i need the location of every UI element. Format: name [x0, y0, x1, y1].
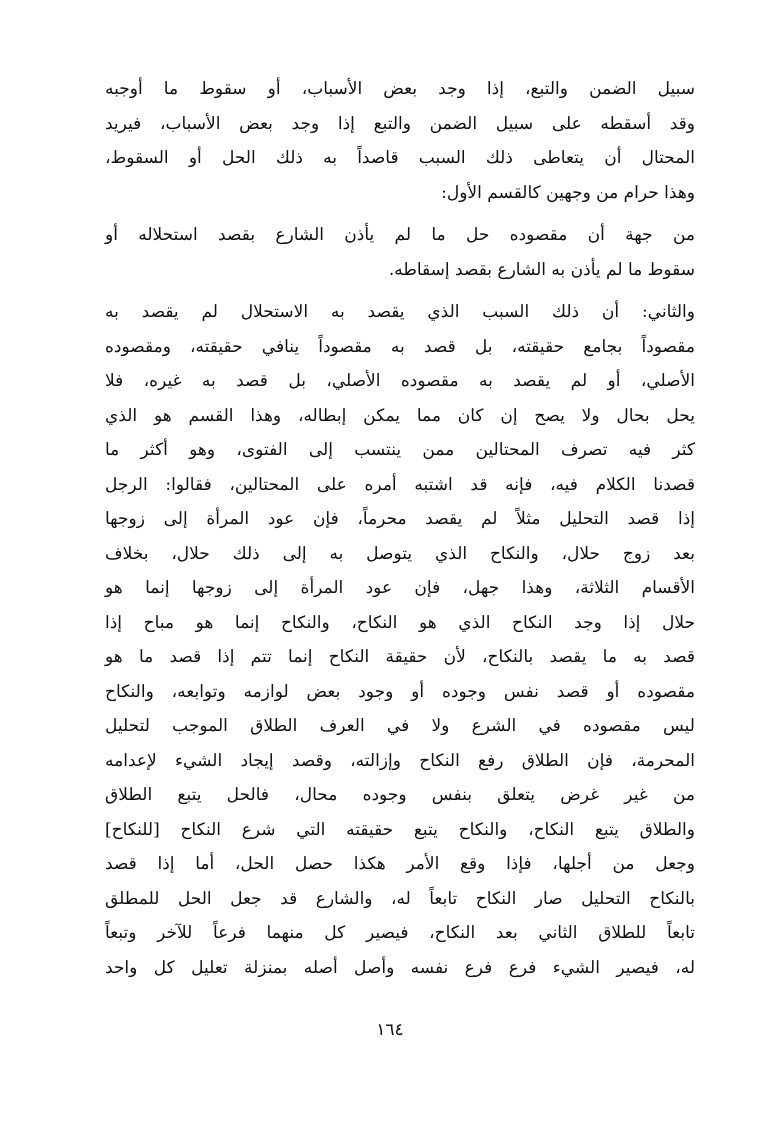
text-line: المحرمة، فإن الطلاق رفع النكاح وإزالته، وقصد إيجاد الشيء لإعدامه [105, 750, 695, 771]
text-line: وقد أسقطه على سبيل الضمن والتبع إذا وجد بعض الأسباب، فيريد [105, 113, 695, 134]
text-line: الأقسام الثلاثة، وهذا جهل، فإن عود المرأة إلى زوجها إنما هو [105, 578, 695, 598]
text-line: مقصوداً بجامع حقيقته، بل قصد به مقصوداً ينافي حقيقته، ومقصوده [105, 336, 695, 357]
text-line: ليس مقصوده في الشرع ولا في العرف الطلاق الموجب لتحليل [105, 716, 695, 736]
paragraph-1 [105, 72, 695, 210]
text-line: قصدنا الكلام فيه، فإنه قد اشتبه أمره على المحتالين، فقالوا: الرجل [105, 474, 695, 495]
text-line: والثاني: أن ذلك السبب الذي يقصد به الاستحلال لم يقصد به [105, 302, 695, 322]
text-line: من غير غرض يتعلق بنفس وجوده محال، فالحل يتبع الطلاق [105, 785, 695, 805]
text-line: بالنكاح التحليل صار النكاح تابعاً له، والشارع قد جعل الحل للمطلق [105, 888, 695, 909]
text-line: من جهة أن مقصوده حل ما لم يأذن الشارع بقصد استحلاله أو [105, 225, 695, 245]
text-line: سبيل الضمن والتبع، إذا وجد بعض الأسباب، أو سقوط ما أوجبه [105, 79, 695, 99]
text-line: الأصلي، أو لم يقصد به مقصوده الأصلي، بل قصد به غيره، فلا [105, 371, 695, 391]
text-line: قصد به ما يقصد بالنكاح، لأن حقيقة النكاح إنما تتم إذا قصد ما هو [105, 647, 695, 667]
text-line: مقصوده أو قصد نفس وجوده أو وجود بعض لوازمه وتوابعه، والنكاح [105, 681, 695, 702]
text-line: كثر فيه تصرف المحتالين ممن ينتسب إلى الفتوى، وهو أكثر ما [105, 440, 695, 460]
text-line: والطلاق يتبع النكاح، والنكاح يتبع حقيقته التي شرع النكاح [للنكاح] [105, 819, 695, 840]
text-line: وهذا حرام من وجهين كالقسم الأول: [441, 182, 695, 203]
text-line: إذا قصد التحليل مثلاً لم يقصد محرماً، فإن عود المرأة إلى زوجها [105, 509, 695, 529]
text-line: وجعل من أجلها، فإذا وقع الأمر هكذا حصل الحل، أما إذا قصد [105, 854, 695, 874]
text-line: حلال إذا وجد النكاح الذي هو النكاح، والنكاح إنما هو مباح إذا [105, 612, 695, 633]
body-text [105, 72, 695, 985]
text-line: سقوط ما لم يأذن به الشارع بقصد إسقاطه. [388, 259, 695, 280]
text-line: المحتال أن يتعاطى ذلك السبب قاصداً به ذلك الحل أو السقوط، [105, 148, 695, 168]
text-line: له، فيصير الشيء فرع فرع نفسه وأصل أصله بمنزلة تعليل كل واحد [105, 957, 695, 978]
text-line: بعد زوج حلال، والنكاح الذي يتوصل به إلى ذلك حلال، بخلاف [105, 543, 695, 564]
page-number: ١٦٤ [376, 1020, 404, 1040]
paragraph-2 [105, 218, 695, 287]
text-line: تابعاً للطلاق الثاني بعد النكاح، فيصير كل منهما فرعاً للآخر وتبعاً [105, 923, 695, 943]
paragraph-3 [105, 295, 695, 985]
text-line: يحل بحال ولا يصح إن كان مما يمكن إبطاله، وهذا القسم هو الذي [105, 405, 695, 426]
